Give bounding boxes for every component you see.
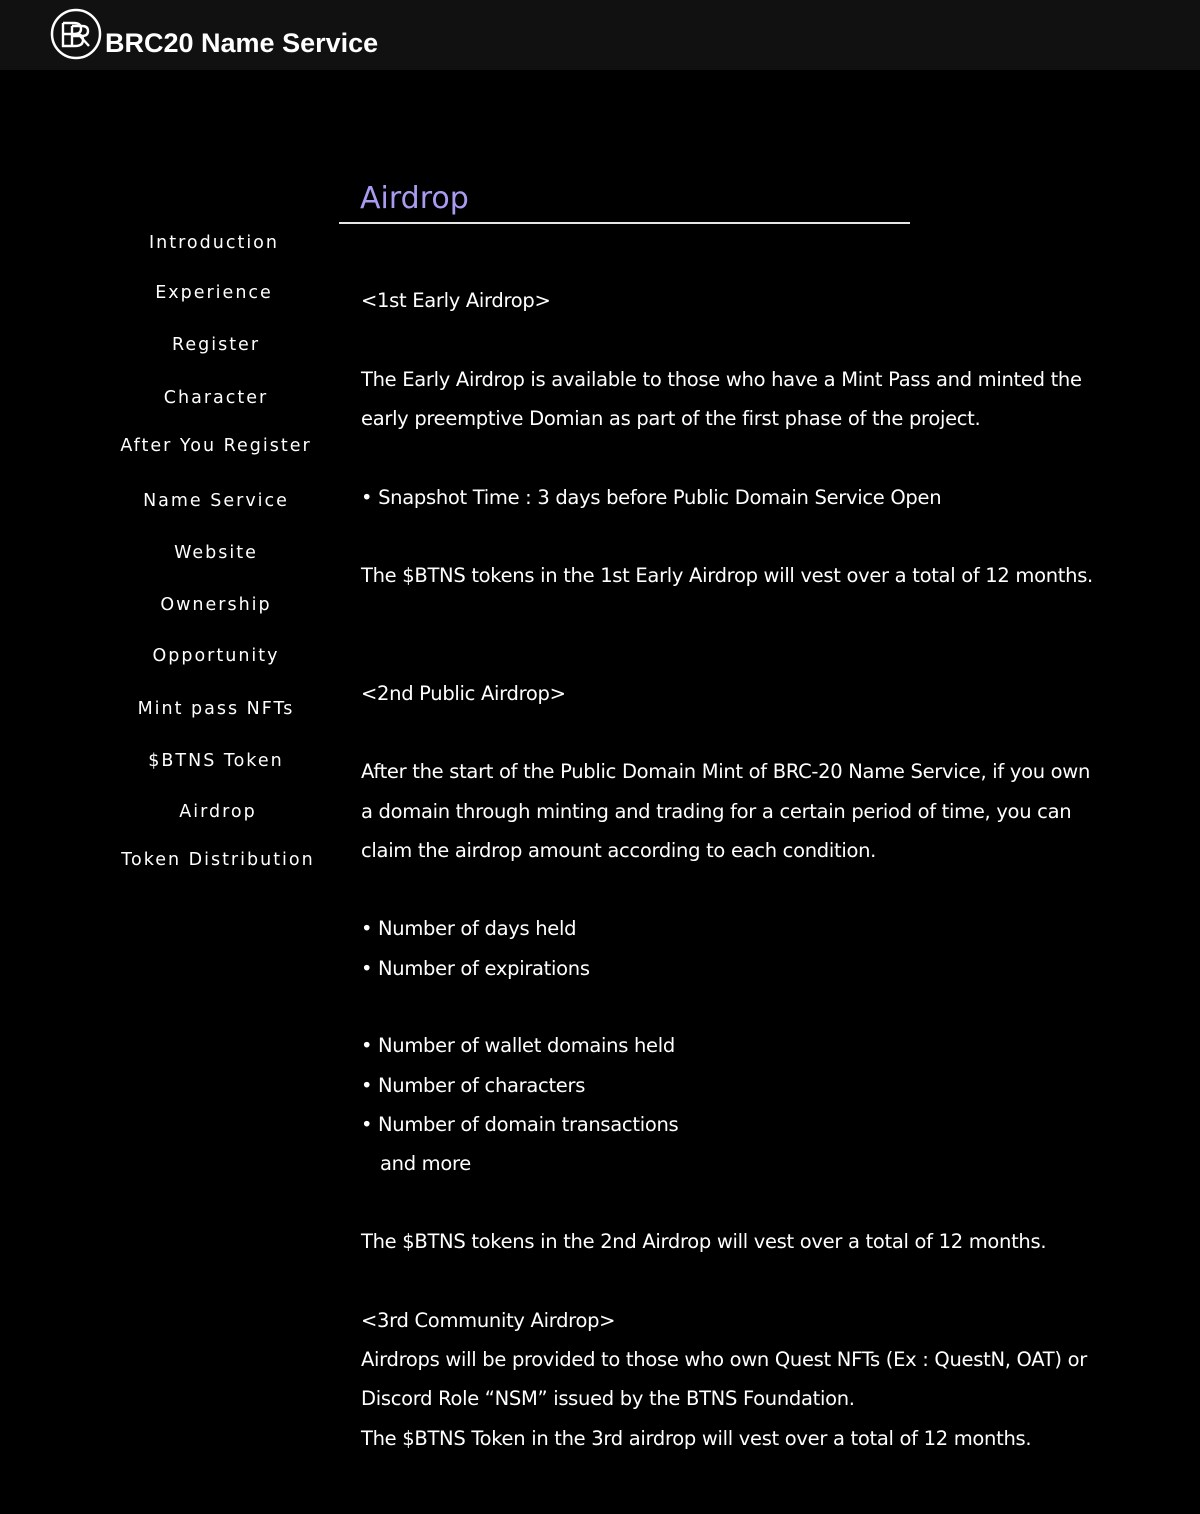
title-divider: [339, 222, 910, 224]
bullet-icon: •: [361, 1034, 373, 1057]
sidebar-item-token-distribution[interactable]: Token Distribution: [121, 850, 315, 870]
sidebar-item-name-service[interactable]: Name Service: [143, 491, 289, 511]
condition-label: Number of domain transactions: [378, 1113, 679, 1136]
page-title: Airdrop: [360, 181, 469, 216]
early-airdrop-vesting-text: The $BTNS tokens in the 1st Early Airdrop will vest over a total of 12 months.: [361, 564, 1093, 587]
public-airdrop-text-line: After the start of the Public Domain Mint of BRC-20 Name Service, if you own: [361, 760, 1091, 783]
early-airdrop-text-line: early preemptive Domian as part of the first phase of the project.: [361, 407, 981, 430]
sidebar-nav: [0, 0, 430, 1514]
public-airdrop-text-line: a domain through minting and trading for a certain period of time, you can: [361, 800, 1072, 823]
sidebar-item-ownership[interactable]: Ownership: [160, 595, 272, 615]
community-airdrop-vesting-text: The $BTNS Token in the 3rd airdrop will vest over a total of 12 months.: [361, 1427, 1032, 1450]
sidebar-item-character[interactable]: Character: [163, 388, 269, 408]
condition-label: Number of expirations: [378, 957, 590, 980]
condition-label: Number of characters: [378, 1074, 586, 1097]
community-airdrop-text-line: Discord Role “NSM” issued by the BTNS Foundation.: [361, 1387, 855, 1410]
public-airdrop-text-line: claim the airdrop amount according to each condition.: [361, 839, 877, 862]
list-item: [361, 1073, 585, 1099]
community-airdrop-heading: <3rd Community Airdrop>: [361, 1309, 616, 1332]
community-airdrop-text-line: Airdrops will be provided to those who own Quest NFTs (Ex : QuestN, OAT) or: [361, 1348, 1087, 1371]
condition-label: Number of days held: [378, 917, 577, 940]
brand-name[interactable]: BRC20 Name Service: [105, 28, 379, 58]
condition-label: Number of wallet domains held: [378, 1034, 675, 1057]
sidebar-item-mint-pass-nfts[interactable]: Mint pass NFTs: [137, 699, 295, 719]
list-item: [361, 956, 590, 982]
sidebar-item-airdrop[interactable]: Airdrop: [179, 802, 257, 822]
early-airdrop-text-line: The Early Airdrop is available to those who have a Mint Pass and minted the: [361, 368, 1082, 391]
sidebar-item-website[interactable]: Website: [174, 543, 258, 563]
and-more-text: and more: [380, 1152, 471, 1175]
public-airdrop-heading: <2nd Public Airdrop>: [361, 682, 566, 705]
bullet-icon: •: [361, 957, 373, 980]
bullet-icon: •: [361, 917, 373, 940]
list-item: [361, 916, 576, 942]
snapshot-time-text: • Snapshot Time : 3 days before Public Domain Service Open: [361, 486, 942, 509]
sidebar-item-introduction[interactable]: Introduction: [149, 233, 279, 253]
early-airdrop-heading: <1st Early Airdrop>: [361, 289, 551, 312]
sidebar-item-experience[interactable]: Experience: [155, 283, 273, 303]
sidebar-item-after-you-register[interactable]: After You Register: [120, 436, 312, 456]
bullet-icon: •: [361, 1074, 373, 1097]
sidebar-item-register[interactable]: Register: [171, 335, 261, 355]
bullet-icon: •: [361, 1113, 373, 1136]
public-airdrop-vesting-text: The $BTNS tokens in the 2nd Airdrop will vest over a total of 12 months.: [361, 1230, 1047, 1253]
sidebar-item-opportunity[interactable]: Opportunity: [152, 646, 280, 666]
list-item: [361, 1112, 678, 1138]
sidebar-item-btns-token[interactable]: $BTNS Token: [148, 751, 284, 771]
list-item: [361, 1033, 675, 1059]
